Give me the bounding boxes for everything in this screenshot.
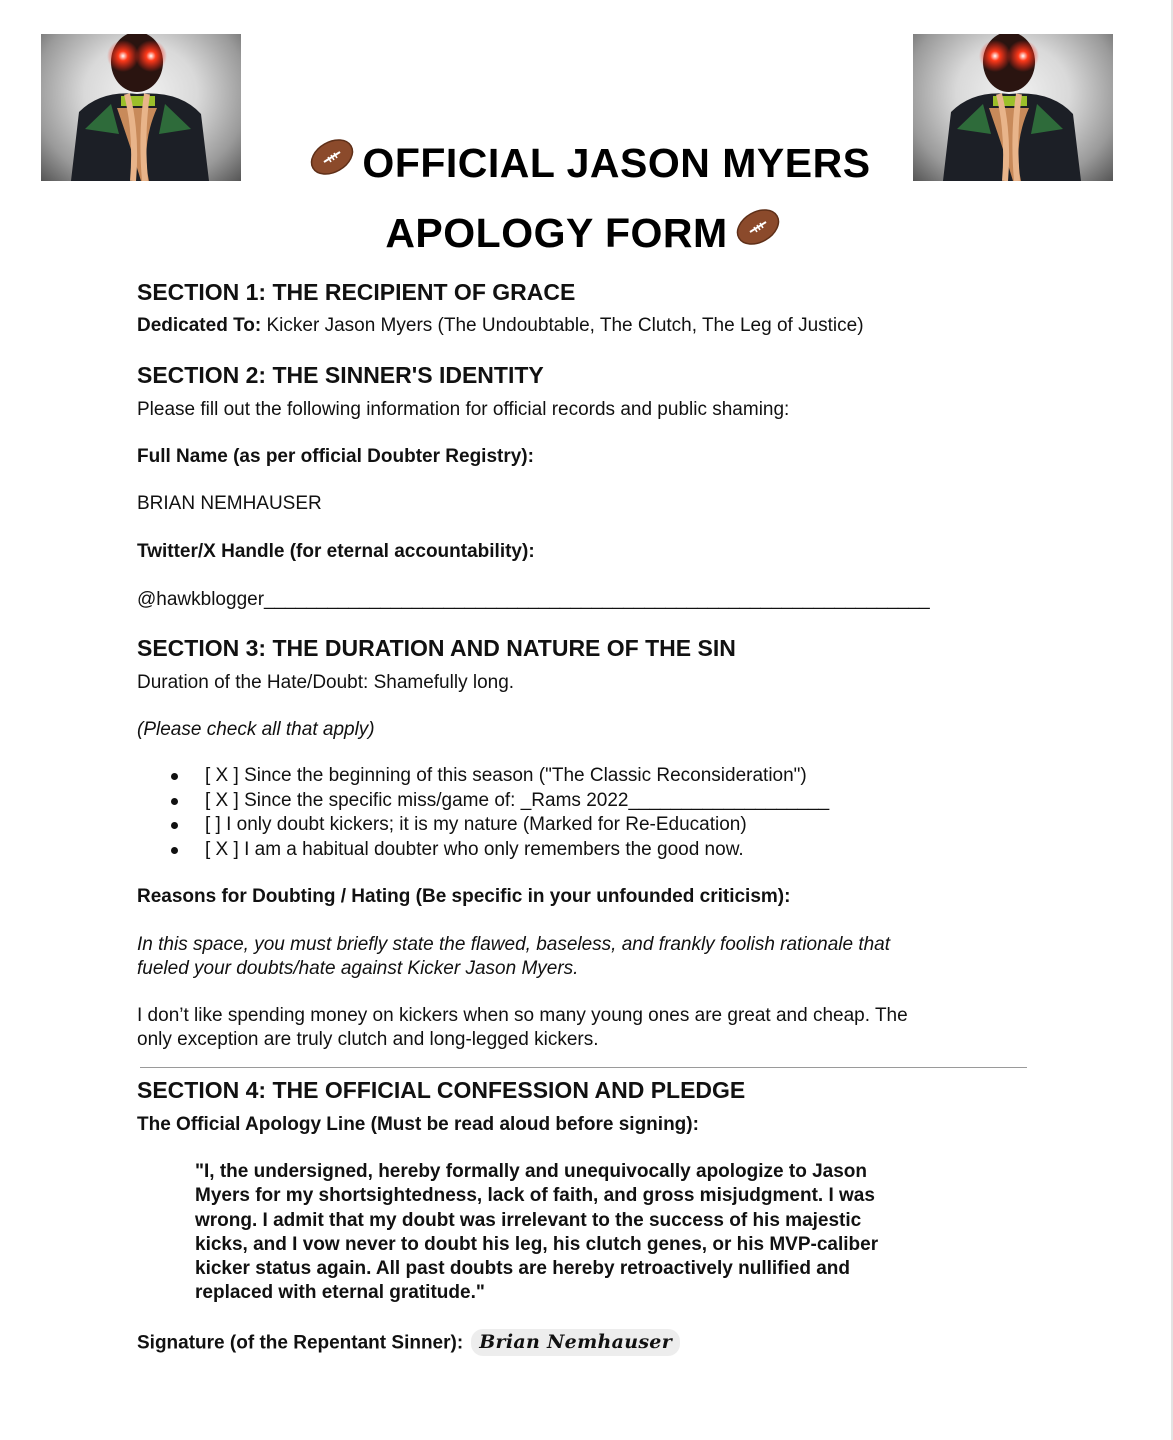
signature-label: Signature (of the Repentant Sinner): [137, 1332, 464, 1354]
quote-line: kicker status again. All past doubts are hereby retroactively nullified and [195, 1258, 850, 1280]
dedicated-to-line [137, 315, 864, 337]
handle-label: Twitter/X Handle (for eternal accountability): [137, 541, 535, 562]
check-note: (Please check all that apply) [137, 719, 375, 740]
list-item[interactable] [167, 764, 829, 789]
bullet-icon [171, 798, 178, 805]
reasons-answer-line-2[interactable]: only exception are truly clutch and long-legged kickers. [137, 1029, 599, 1050]
football-icon [308, 137, 356, 187]
checklist-item-text: [ ] I only doubt kickers; it is my nature (Marked for Re-Education) [205, 814, 747, 835]
bullet-icon [171, 822, 178, 829]
title-text-1: OFFICIAL JASON MYERS [362, 140, 871, 186]
reasons-instructions-line-1: In this space, you must briefly state the flawed, baseless, and frankly foolish rationale that [137, 934, 891, 955]
quote-line: replaced with eternal gratitude." [195, 1282, 485, 1304]
checklist-item-text: [ X ] Since the beginning of this season ("The Classic Reconsideration") [205, 765, 807, 786]
quote-line: wrong. I admit that my doubt was irrelevant to the success of his majestic [195, 1209, 862, 1231]
reasons-answer-line-1[interactable]: I don’t like spending money on kickers when so many young ones are great and cheap. The [137, 1005, 908, 1026]
full-name-label: Full Name (as per official Doubter Registry): [137, 446, 534, 467]
section-2-heading: SECTION 2: THE SINNER'S IDENTITY [137, 362, 544, 388]
list-item[interactable] [167, 838, 829, 863]
dedicated-to-label: Dedicated To: [137, 315, 262, 336]
duration-line: Duration of the Hate/Doubt: Shamefully long. [137, 672, 515, 693]
section-3-heading: SECTION 3: THE DURATION AND NATURE OF THE SIN [137, 635, 736, 661]
quote-line: "I, the undersigned, hereby formally and unequivocally apologize to Jason [195, 1161, 868, 1182]
apology-label: The Official Apology Line (Must be read aloud before signing): [137, 1114, 699, 1135]
section-1-heading: SECTION 1: THE RECIPIENT OF GRACE [137, 279, 576, 305]
signature-chip[interactable]: Brian Nemhauser [471, 1329, 680, 1356]
title-text-2: APOLOGY FORM [385, 210, 728, 256]
list-item[interactable] [167, 813, 829, 838]
section-divider [140, 1067, 1027, 1068]
reasons-instructions-line-2: fueled your doubts/hate against Kicker Jason Myers. [137, 958, 579, 979]
bullet-icon [171, 847, 178, 854]
section-4-heading: SECTION 4: THE OFFICIAL CONFESSION AND PLEDGE [137, 1077, 746, 1103]
quote-line: kicks, and I vow never to doubt his leg, his clutch genes, or his MVP-caliber [195, 1233, 879, 1255]
checklist-item-text: [ X ] I am a habitual doubter who only remembers the good now. [205, 838, 744, 860]
full-name-value[interactable]: BRIAN NEMHAUSER [137, 493, 322, 514]
checklist-item-text: [ X ] Since the specific miss/game of: _Rams 2022___________________ [205, 789, 830, 811]
apology-quote [195, 1160, 985, 1306]
football-icon [734, 207, 782, 257]
list-item[interactable] [167, 789, 829, 814]
handle-value[interactable]: @hawkblogger_______________________________________________________________ [137, 589, 930, 610]
sin-checklist [167, 764, 829, 862]
reasons-label: Reasons for Doubting / Hating (Be specific in your unfounded criticism): [137, 886, 791, 907]
page-title-line-1 [0, 140, 1173, 191]
signature-line [137, 1330, 680, 1357]
dedicated-to-value: Kicker Jason Myers (The Undoubtable, The Clutch, The Leg of Justice) [261, 315, 864, 336]
quote-line: Myers for my shortsightedness, lack of faith, and gross misjudgment. I was [195, 1185, 875, 1207]
bullet-icon [171, 773, 178, 780]
page-title-line-2 [0, 210, 1173, 261]
section-2-intro: Please fill out the following information for official records and public shaming: [137, 399, 790, 420]
